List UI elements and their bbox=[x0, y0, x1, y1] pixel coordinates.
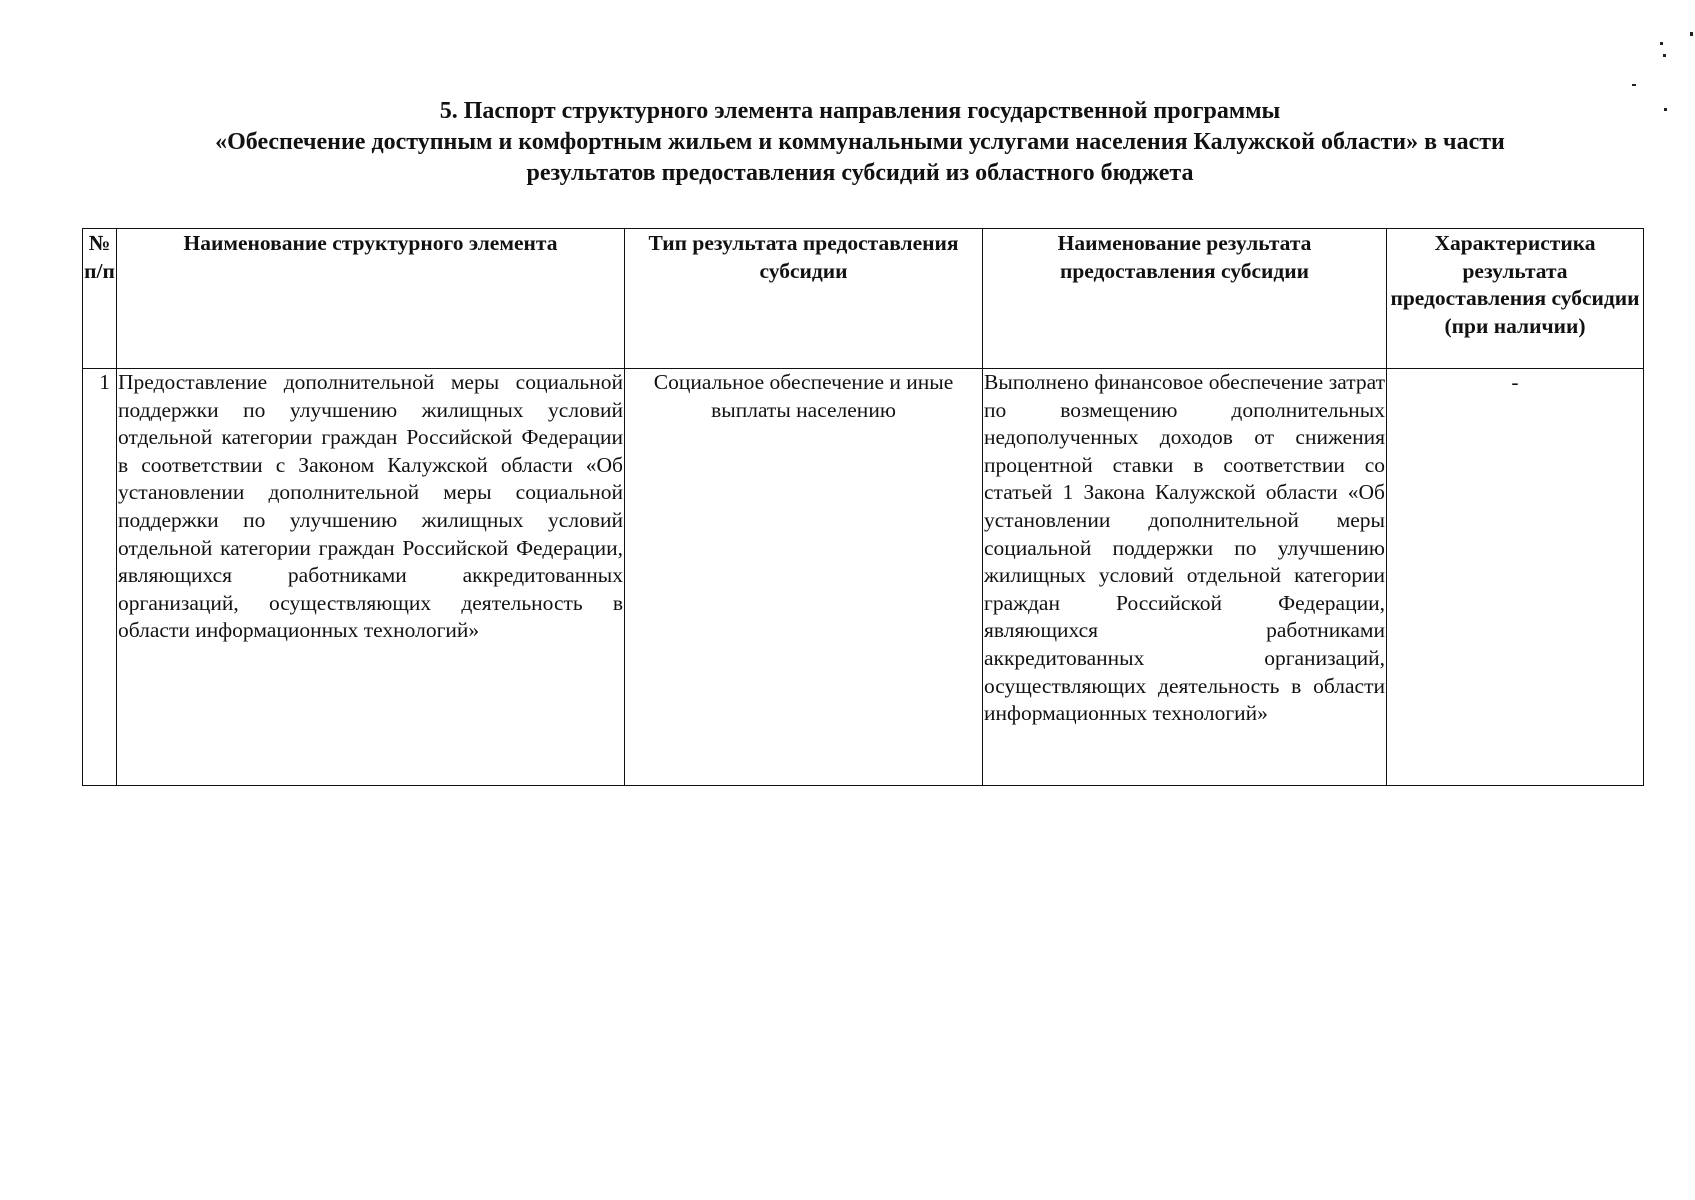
scan-speck bbox=[1690, 32, 1693, 36]
page-title bbox=[120, 96, 1600, 189]
header-num: № п/п bbox=[83, 229, 117, 369]
title-line-2: «Обеспечение доступным и комфортным жильем и коммунальными услугами населения Калужской области» в части bbox=[215, 129, 1505, 155]
table-header-row bbox=[83, 229, 1644, 369]
cell-result: Выполнено финансовое обеспечение затрат по возмещению дополнительных недополученных доходов от снижения процентной ставки в соответствии со статьей 1 Закона Калужской области «Об установлении дополнительной меры социальной поддержки по улучшению жилищных условий отдельной категории граждан Российской Федерации, являющихся работниками аккредитованных организаций, осуществляющих деятельность в области информационных технологий» bbox=[983, 369, 1387, 786]
scan-speck bbox=[1660, 42, 1663, 45]
cell-num: 1 bbox=[83, 369, 117, 786]
scan-speck bbox=[1663, 54, 1666, 57]
header-type: Тип результата предоставления субсидии bbox=[625, 229, 983, 369]
cell-name: Предоставление дополнительной меры социальной поддержки по улучшению жилищных условий отдельной категории граждан Российской Федерации в соответствии с Законом Калужской области «Об установлении дополнительной меры социальной поддержки по улучшению жилищных условий отдельной категории граждан Российской Федерации, являющихся работниками аккредитованных организаций, осуществляющих деятельность в области информационных технологий» bbox=[117, 369, 625, 786]
header-result: Наименование результата предоставления субсидии bbox=[983, 229, 1387, 369]
header-characteristic: Характеристика результата предоставления субсидии (при наличии) bbox=[1387, 229, 1644, 369]
table-row bbox=[83, 369, 1644, 786]
title-line-3: результатов предоставления субсидий из областного бюджета bbox=[526, 160, 1194, 186]
scan-speck bbox=[1632, 84, 1636, 86]
cell-characteristic: - bbox=[1387, 369, 1644, 786]
cell-type: Социальное обеспечение и иные выплаты населению bbox=[625, 369, 983, 786]
header-name: Наименование структурного элемента bbox=[117, 229, 625, 369]
passport-table bbox=[82, 228, 1644, 786]
scan-speck bbox=[1664, 108, 1667, 111]
title-line-1: 5. Паспорт структурного элемента направления государственной программы bbox=[439, 98, 1281, 124]
